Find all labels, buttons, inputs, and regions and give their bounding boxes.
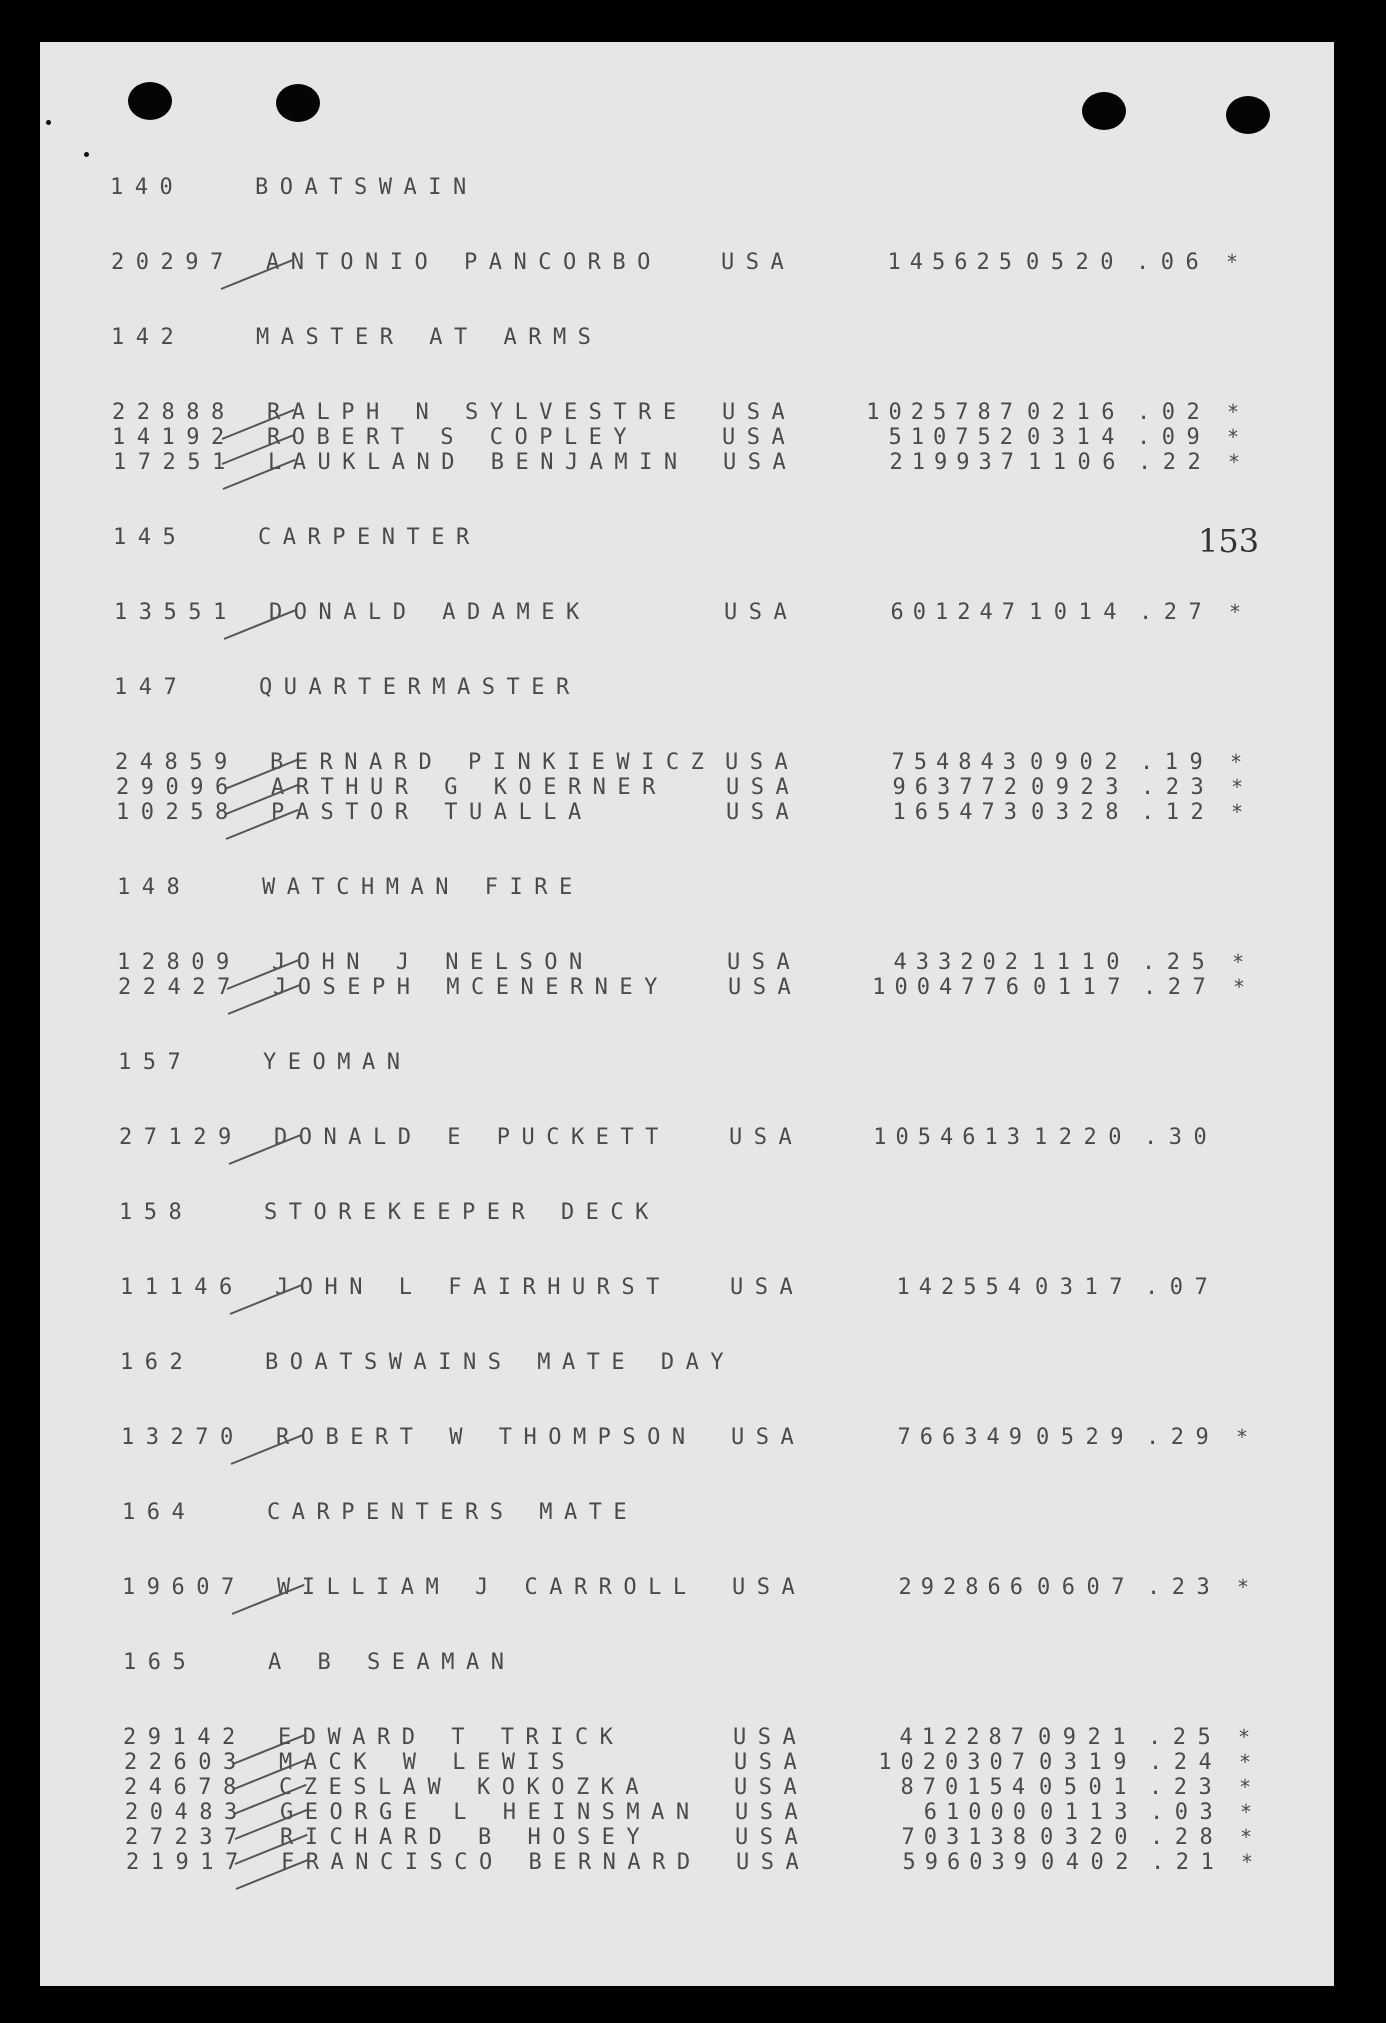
section-code: 148 bbox=[117, 875, 192, 900]
rate-value: .30 bbox=[1144, 1125, 1219, 1150]
nationality: USA bbox=[735, 1825, 810, 1850]
date-code: 0319 bbox=[1039, 1750, 1138, 1775]
crew-name: WILLIAM J CARROLL bbox=[277, 1575, 698, 1600]
certificate-number: 963772 bbox=[892, 775, 1026, 800]
nationality: USA bbox=[726, 800, 801, 825]
date-code: 1014 bbox=[1029, 600, 1128, 625]
crew-number: 11146 bbox=[120, 1275, 244, 1300]
punch-hole-icon bbox=[276, 84, 320, 122]
certificate-number: 219937 bbox=[889, 450, 1023, 475]
crew-number: 24678 bbox=[124, 1775, 248, 1800]
date-code: 0923 bbox=[1031, 775, 1130, 800]
rate-value: .27 bbox=[1143, 975, 1218, 1000]
punch-hole-icon bbox=[1226, 96, 1270, 134]
nationality: USA bbox=[723, 450, 798, 475]
date-code: 0607 bbox=[1037, 1575, 1136, 1600]
crew-name: FRANCISCO BERNARD bbox=[281, 1850, 702, 1875]
rate-value: .25 bbox=[1142, 950, 1217, 975]
certificate-number: 596039 bbox=[902, 1850, 1036, 1875]
nationality: USA bbox=[726, 775, 801, 800]
crew-number: 29096 bbox=[116, 775, 240, 800]
rate-value: .24 bbox=[1149, 1750, 1224, 1775]
nationality: USA bbox=[728, 975, 803, 1000]
asterisk-mark: * bbox=[1237, 1575, 1251, 1599]
certificate-number: 292866 bbox=[898, 1575, 1032, 1600]
section-title: MASTER AT ARMS bbox=[256, 325, 603, 350]
crew-number: 10258 bbox=[116, 800, 240, 825]
crew-number: 22427 bbox=[118, 975, 242, 1000]
certificate-number: 703138 bbox=[901, 1825, 1035, 1850]
date-code: 0501 bbox=[1039, 1775, 1138, 1800]
punch-hole-icon bbox=[1082, 92, 1126, 130]
ink-speck bbox=[84, 152, 89, 157]
certificate-number: 766349 bbox=[897, 1425, 1031, 1450]
certificate-number: 145625 bbox=[887, 250, 1021, 275]
crew-name: CZESLAW KOKOZKA bbox=[279, 1775, 651, 1800]
crew-number: 13270 bbox=[121, 1425, 245, 1450]
certificate-number: 165473 bbox=[892, 800, 1026, 825]
crew-number: 20483 bbox=[125, 1800, 249, 1825]
date-code: 0314 bbox=[1027, 425, 1126, 450]
date-code: 0328 bbox=[1031, 800, 1130, 825]
date-code: 0317 bbox=[1035, 1275, 1134, 1300]
punch-hole-icon bbox=[128, 82, 172, 120]
section-title: BOATSWAIN bbox=[255, 175, 478, 200]
section-code: 147 bbox=[114, 675, 189, 700]
crew-name: RICHARD B HOSEY bbox=[280, 1825, 652, 1850]
section-title: CARPENTERS MATE bbox=[267, 1500, 639, 1525]
date-code: 0921 bbox=[1038, 1725, 1137, 1750]
crew-number: 14192 bbox=[112, 425, 236, 450]
asterisk-mark: * bbox=[1233, 975, 1247, 999]
page-number: 153 bbox=[1198, 522, 1260, 560]
crew-name: ANTONIO PANCORBO bbox=[266, 250, 662, 275]
rate-value: .25 bbox=[1148, 1725, 1223, 1750]
crew-number: 12809 bbox=[117, 950, 241, 975]
asterisk-mark: * bbox=[1230, 750, 1244, 774]
date-code: 1220 bbox=[1034, 1125, 1133, 1150]
certificate-number: 601247 bbox=[890, 600, 1024, 625]
rate-value: .19 bbox=[1140, 750, 1215, 775]
crew-number: 19607 bbox=[122, 1575, 246, 1600]
asterisk-mark: * bbox=[1238, 1725, 1252, 1749]
rate-value: .29 bbox=[1146, 1425, 1221, 1450]
nationality: USA bbox=[736, 1850, 811, 1875]
crew-number: 24859 bbox=[115, 750, 239, 775]
section-title: CARPENTER bbox=[258, 525, 481, 550]
date-code: 0520 bbox=[1026, 250, 1125, 275]
crew-number: 17251 bbox=[113, 450, 237, 475]
nationality: USA bbox=[722, 425, 797, 450]
section-code: 157 bbox=[118, 1050, 193, 1075]
nationality: USA bbox=[733, 1725, 808, 1750]
certificate-number: 142554 bbox=[896, 1275, 1030, 1300]
crew-name: ARTHUR G KOERNER bbox=[271, 775, 667, 800]
crew-number: 27237 bbox=[125, 1825, 249, 1850]
crew-number: 27129 bbox=[119, 1125, 243, 1150]
date-code: 0902 bbox=[1030, 750, 1129, 775]
date-code: 0320 bbox=[1040, 1825, 1139, 1850]
rate-value: .21 bbox=[1151, 1850, 1226, 1875]
nationality: USA bbox=[730, 1275, 805, 1300]
section-title: STOREKEEPER DECK bbox=[264, 1200, 660, 1225]
nationality: USA bbox=[725, 750, 800, 775]
date-code: 1106 bbox=[1028, 450, 1127, 475]
asterisk-mark: * bbox=[1240, 1800, 1254, 1824]
section-code: 162 bbox=[120, 1350, 195, 1375]
asterisk-mark: * bbox=[1239, 1775, 1253, 1799]
document-page bbox=[40, 42, 1334, 1986]
certificate-number: 1054613 bbox=[873, 1125, 1029, 1150]
crew-name: GEORGE L HEINSMAN bbox=[280, 1800, 701, 1825]
section-code: 165 bbox=[123, 1650, 198, 1675]
certificate-number: 412287 bbox=[899, 1725, 1033, 1750]
nationality: USA bbox=[732, 1575, 807, 1600]
rate-value: .23 bbox=[1149, 1775, 1224, 1800]
certificate-number: 510752 bbox=[888, 425, 1022, 450]
section-title: YEOMAN bbox=[263, 1050, 412, 1075]
crew-number: 21917 bbox=[126, 1850, 250, 1875]
asterisk-mark: * bbox=[1229, 600, 1243, 624]
nationality: USA bbox=[731, 1425, 806, 1450]
rate-value: .02 bbox=[1137, 400, 1212, 425]
rate-value: .23 bbox=[1141, 775, 1216, 800]
nationality: USA bbox=[727, 950, 802, 975]
asterisk-mark: * bbox=[1227, 425, 1241, 449]
crew-name: ROBERT W THOMPSON bbox=[276, 1425, 697, 1450]
certificate-number: 870154 bbox=[900, 1775, 1034, 1800]
rate-value: .09 bbox=[1137, 425, 1212, 450]
certificate-number: 1020307 bbox=[878, 1750, 1034, 1775]
crew-name: MACK W LEWIS bbox=[279, 1750, 576, 1775]
rate-value: .27 bbox=[1139, 600, 1214, 625]
section-title: WATCHMAN FIRE bbox=[262, 875, 584, 900]
rate-value: .23 bbox=[1147, 1575, 1222, 1600]
crew-name: PASTOR TUALLA bbox=[271, 800, 593, 825]
section-code: 158 bbox=[119, 1200, 194, 1225]
crew-number: 29142 bbox=[123, 1725, 247, 1750]
nationality: USA bbox=[734, 1750, 809, 1775]
crew-name: EDWARD T TRICK bbox=[278, 1725, 625, 1750]
section-code: 164 bbox=[122, 1500, 197, 1525]
section-code: 145 bbox=[113, 525, 188, 550]
nationality: USA bbox=[722, 400, 797, 425]
asterisk-mark: * bbox=[1228, 450, 1242, 474]
section-title: BOATSWAINS MATE DAY bbox=[265, 1350, 736, 1375]
section-title: A B SEAMAN bbox=[268, 1650, 516, 1675]
crew-name: ROBERT S COPLEY bbox=[267, 425, 639, 450]
rate-value: .22 bbox=[1138, 450, 1213, 475]
crew-name: BERNARD PINKIEWICZ bbox=[270, 750, 716, 775]
asterisk-mark: * bbox=[1232, 950, 1246, 974]
rate-value: .07 bbox=[1145, 1275, 1220, 1300]
rate-value: .06 bbox=[1136, 250, 1211, 275]
asterisk-mark: * bbox=[1231, 775, 1245, 799]
crew-name: LAUKLAND BENJAMIN bbox=[268, 450, 689, 475]
nationality: USA bbox=[734, 1775, 809, 1800]
certificate-number: 1004776 bbox=[872, 975, 1028, 1000]
certificate-number: 61000 bbox=[923, 1800, 1035, 1825]
asterisk-mark: * bbox=[1241, 1850, 1255, 1874]
asterisk-mark: * bbox=[1239, 1750, 1253, 1774]
date-code: 0117 bbox=[1033, 975, 1132, 1000]
crew-name: DONALD E PUCKETT bbox=[274, 1125, 670, 1150]
crew-number: 22888 bbox=[112, 400, 236, 425]
asterisk-mark: * bbox=[1231, 800, 1245, 824]
crew-name: JOHN J NELSON bbox=[272, 950, 594, 975]
section-title: QUARTERMASTER bbox=[259, 675, 581, 700]
rate-value: .12 bbox=[1141, 800, 1216, 825]
crew-name: JOSEPH MCENERNEY bbox=[273, 975, 669, 1000]
section-code: 140 bbox=[110, 175, 185, 200]
crew-name: JOHN L FAIRHURST bbox=[275, 1275, 671, 1300]
crew-number: 20297 bbox=[111, 250, 235, 275]
certificate-number: 433202 bbox=[893, 950, 1027, 975]
ink-speck bbox=[46, 120, 51, 125]
rate-value: .28 bbox=[1150, 1825, 1225, 1850]
date-code: 0402 bbox=[1041, 1850, 1140, 1875]
section-code: 142 bbox=[111, 325, 186, 350]
asterisk-mark: * bbox=[1240, 1825, 1254, 1849]
nationality: USA bbox=[724, 600, 799, 625]
crew-number: 13551 bbox=[114, 600, 238, 625]
nationality: USA bbox=[735, 1800, 810, 1825]
asterisk-mark: * bbox=[1227, 400, 1241, 424]
rate-value: .03 bbox=[1150, 1800, 1225, 1825]
crew-name: DONALD ADAMEK bbox=[269, 600, 591, 625]
nationality: USA bbox=[729, 1125, 804, 1150]
certificate-number: 754843 bbox=[891, 750, 1025, 775]
date-code: 1110 bbox=[1032, 950, 1131, 975]
asterisk-mark: * bbox=[1226, 250, 1240, 274]
certificate-number: 1025787 bbox=[866, 400, 1022, 425]
date-code: 0216 bbox=[1027, 400, 1126, 425]
asterisk-mark: * bbox=[1236, 1425, 1250, 1449]
date-code: 0529 bbox=[1036, 1425, 1135, 1450]
nationality: USA bbox=[721, 250, 796, 275]
crew-name: RALPH N SYLVESTRE bbox=[267, 400, 688, 425]
date-code: 0113 bbox=[1040, 1800, 1139, 1825]
crew-number: 22603 bbox=[124, 1750, 248, 1775]
